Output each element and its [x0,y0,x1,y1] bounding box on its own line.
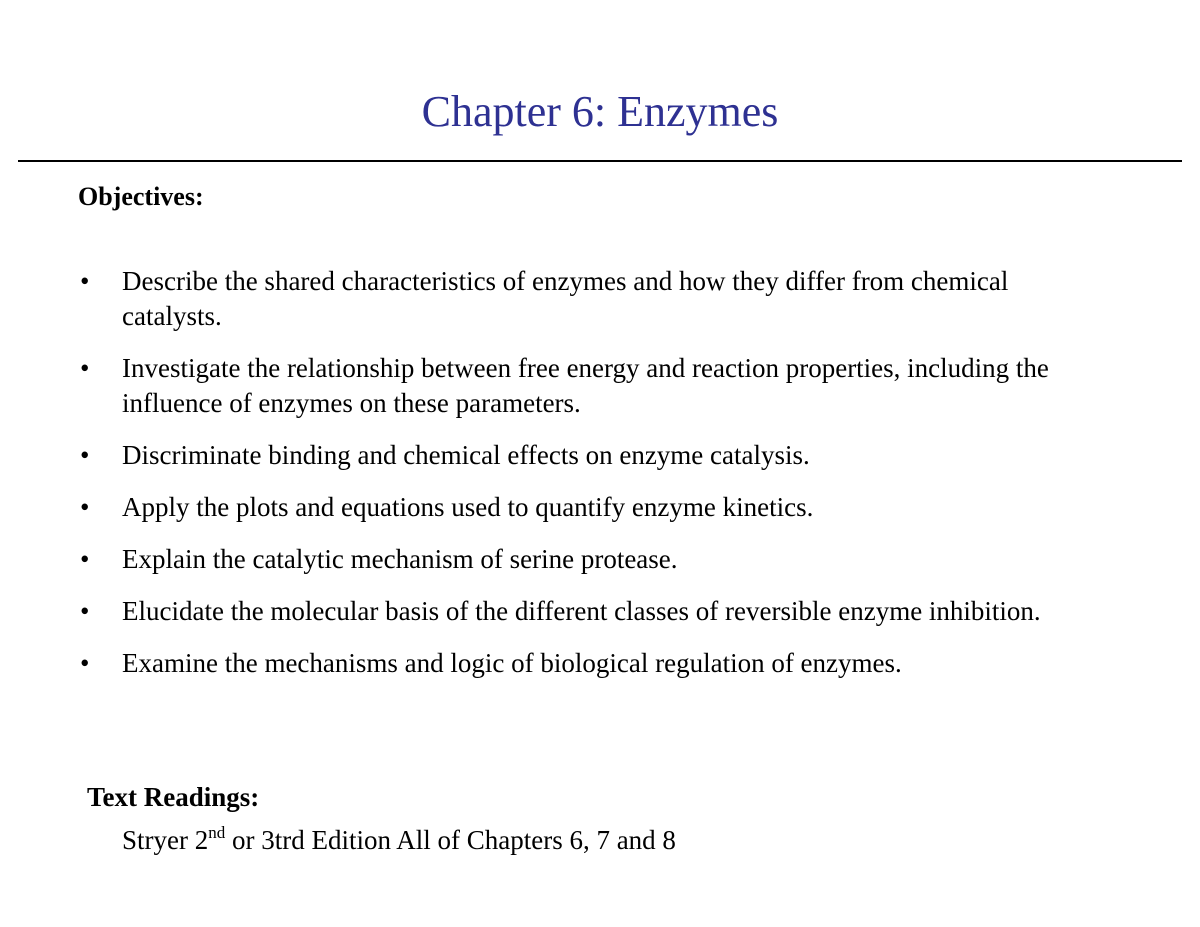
bullet-icon: • [80,544,90,574]
bullet-icon: • [80,596,90,626]
title-divider [18,160,1182,162]
objective-item [0,542,1082,577]
objectives-heading: Objectives: [78,182,204,211]
objective-item [0,594,1082,629]
objective-text: Discriminate binding and chemical effects on enzyme catalysis. [122,440,810,470]
objective-item [0,351,1082,421]
readings-suffix: or 3trd Edition All of Chapters 6, 7 and 8 [225,825,676,855]
objectives-list [0,264,1200,698]
page-title: Chapter 6: Enzymes [421,87,779,136]
text-readings-heading: Text Readings: [87,782,260,812]
readings-prefix: Stryer 2 [122,825,209,855]
bullet-icon: • [80,353,90,383]
objective-text: Examine the mechanisms and logic of biological regulation of enzymes. [122,648,902,678]
bullet-icon: • [80,266,90,296]
bullet-icon: • [80,492,90,522]
bullet-icon: • [80,648,90,678]
text-readings-line [122,822,676,858]
bullet-icon: • [80,440,90,470]
objective-item [0,264,1082,334]
objective-item [0,490,1082,525]
objective-item [0,646,1082,681]
objective-item [0,438,1082,473]
objective-text: Describe the shared characteristics of enzymes and how they differ from chemical catalysts. [122,266,1009,331]
objective-text: Elucidate the molecular basis of the different classes of reversible enzyme inhibition. [122,596,1041,626]
objective-text: Explain the catalytic mechanism of serine protease. [122,544,678,574]
objective-text: Investigate the relationship between free energy and reaction properties, including the influence of enzymes on these parameters. [122,353,1049,418]
objective-text: Apply the plots and equations used to quantify enzyme kinetics. [122,492,814,522]
readings-superscript: nd [208,823,226,842]
